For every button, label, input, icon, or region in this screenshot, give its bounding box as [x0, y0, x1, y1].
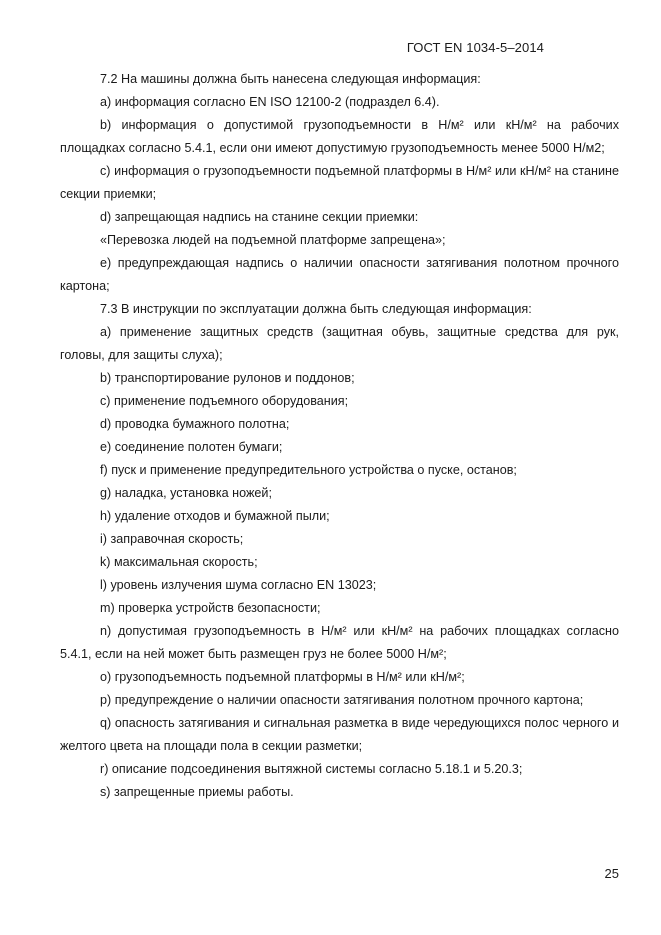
list-item-c: c) применение подъемного оборудования; — [100, 394, 349, 408]
list-item-e: e) предупреждающая надпись о наличии опасности затягивания полотном прочного картона; — [60, 256, 619, 293]
list-item-g: g) наладка, установка ножей; — [100, 486, 272, 500]
list-item-d: d) запрещающая надпись на станине секции приемки: — [100, 210, 419, 224]
list-item-c: c) информация о грузоподъемности подъемной платформы в Н/м² или кН/м² на станине секции приемки; — [60, 164, 619, 201]
list-item-o: o) грузоподъемность подъемной платформы в Н/м² или кН/м²; — [100, 670, 465, 684]
prohibition-sign-text: «Перевозка людей на подъемной платформе запрещена»; — [100, 233, 446, 247]
list-item-k: k) максимальная скорость; — [100, 555, 258, 569]
list-item-d: d) проводка бумажного полотна; — [100, 417, 290, 431]
section-7-2-intro: 7.2 На машины должна быть нанесена следующая информация: — [100, 72, 481, 86]
section-7-3-intro: 7.3 В инструкции по эксплуатации должна быть следующая информация: — [100, 302, 532, 316]
list-item-q: q) опасность затягивания и сигнальная разметка в виде чередующихся полос черного и желтого цвета на площади пола в секции разметки; — [60, 716, 619, 753]
list-item-f: f) пуск и применение предупредительного устройства о пуске, останов; — [100, 463, 517, 477]
list-item-h: h) удаление отходов и бумажной пыли; — [100, 509, 330, 523]
list-item-b: b) транспортирование рулонов и поддонов; — [100, 371, 355, 385]
list-item-m: m) проверка устройств безопасности; — [100, 601, 321, 615]
list-item-r: r) описание подсоединения вытяжной системы согласно 5.18.1 и 5.20.3; — [100, 762, 523, 776]
list-item-p: p) предупреждение о наличии опасности затягивания полотном прочного картона; — [100, 693, 584, 707]
list-item-l: l) уровень излучения шума согласно EN 13023; — [100, 578, 377, 592]
page-number: 25 — [604, 866, 619, 881]
list-item-s: s) запрещенные приемы работы. — [100, 785, 294, 799]
document-body — [60, 68, 619, 804]
list-item-b: b) информация о допустимой грузоподъемности в Н/м² или кН/м² на рабочих площадках согласно 5.4.1, если они имеют допустимую грузоподъемность менее 5000 Н/м2; — [60, 118, 619, 155]
list-item-a: a) применение защитных средств (защитная обувь, защитные средства для рук, головы, для защиты слуха); — [60, 325, 619, 362]
document-header: ГОСТ EN 1034-5–2014 — [406, 40, 544, 55]
list-item-i: i) заправочная скорость; — [100, 532, 244, 546]
list-item-e: e) соединение полотен бумаги; — [100, 440, 283, 454]
list-item-n: n) допустимая грузоподъемность в Н/м² или кН/м² на рабочих площадках согласно 5.4.1, если на ней может быть размещен груз не более 5000 Н/м²; — [60, 624, 619, 661]
list-item-a: a) информация согласно EN ISO 12100-2 (подраздел 6.4). — [100, 95, 440, 109]
